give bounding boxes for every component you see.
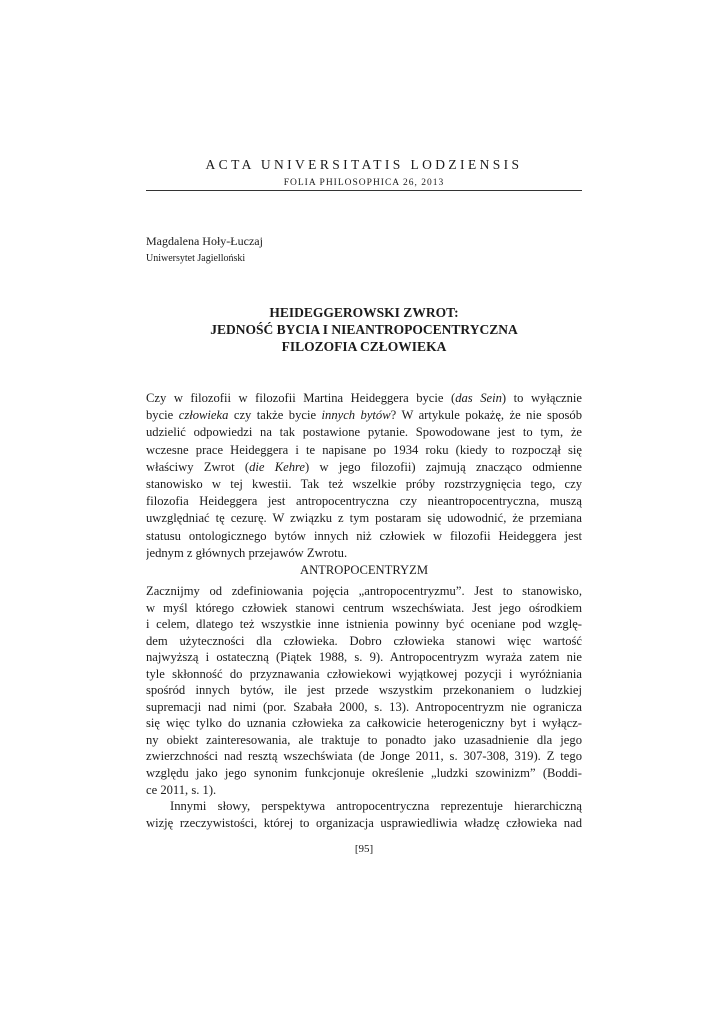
body-line: dem użyteczności dla człowieka. Dobro człowieka stanowi więc wartość: [146, 633, 582, 648]
abstract-line: statusu ontologicznego bytów innych niż człowiek w filozofii Heideggera jest: [146, 528, 582, 543]
body-line: supremacji nad nimi (por. Szabała 2000, s. 13). Antropocentryzm nie ogranicza: [146, 699, 582, 714]
body-line: się więc tylko do uznania człowieka za całkowicie heterogeniczny byt i wyłącz-: [146, 716, 582, 731]
abstract-line: właściwy Zwrot (die Kehre) w jego filozofii) zajmują znacząco odmienne: [146, 459, 582, 474]
emphasis: innych bytów: [321, 408, 391, 423]
abstract-line: Czy w filozofii w filozofii Martina Heideggera bycie (das Sein) to wyłącznie: [146, 391, 582, 405]
body-line: spośród innych bytów, ile jest przede wszystkim przekonaniem o ludzkiej: [146, 683, 582, 698]
body-line: wizję rzeczywistości, której to organizacja usprawiedliwia władzę człowieka nad: [146, 815, 582, 830]
abstract: [146, 390, 582, 562]
abstract-line: uwzględniać tę cezurę. W związku z tym postaram się udowodnić, że przemiana: [146, 511, 582, 526]
body-line: tyle skłonność do przyznawania człowiekowi wyjątkowej pozycji i wyróżniania: [146, 666, 582, 681]
emphasis: człowieka: [178, 408, 229, 423]
abstract-line: jednym z głównych przejawów Zwrotu.: [146, 545, 348, 560]
section-body: [146, 583, 582, 831]
author-affiliation: Uniwersytet Jagielloński: [146, 253, 246, 264]
body-line: względu jako jego synonim funkcjonuje określenie „ludzki szowinizm” (Boddi-: [146, 766, 582, 781]
page-number: [95]: [354, 843, 374, 855]
title-line: FILOZOFIA CZŁOWIEKA: [281, 339, 447, 354]
body-line: w myśl którego człowiek stanowi centrum wszechświata. Jest jego ośrodkiem: [146, 600, 582, 615]
author-name: Magdalena Hoły-Łuczaj: [146, 234, 263, 248]
article-title: [146, 304, 582, 355]
header-rule: [146, 190, 582, 191]
title-line: JEDNOŚĆ BYCIA I NIEANTROPOCENTRYCZNA: [210, 322, 518, 337]
journal-series: FOLIA PHILOSOPHICA 26, 2013: [283, 178, 445, 188]
body-line: zwierzchności nad resztą wszechświata (de Jonge 2011, s. 307-308, 319). Z tego: [146, 749, 582, 764]
body-line: ce 2011, s. 1).: [146, 782, 217, 797]
abstract-line: filozofia Heideggera jest antropocentryczna czy nieantropocentryczna, muszą: [146, 494, 582, 509]
emphasis: die Kehre: [249, 459, 306, 474]
body-line: ny obiekt zainteresowania, ale traktuje to ponadto jako uzasadnienie dla jego: [146, 732, 582, 747]
body-line: najwyższą i ostateczną (Piątek 1988, s. 9). Antropocentryzm wyraża zatem nie: [146, 650, 582, 665]
body-line: Innymi słowy, perspektywa antropocentryczna reprezentuje hierarchiczną: [170, 799, 582, 814]
abstract-line: udzielić odpowiedzi na tak postawione pytanie. Spowodowane jest to tym, że: [146, 425, 582, 440]
title-line: HEIDEGGEROWSKI ZWROT:: [269, 305, 459, 320]
section-heading: ANTROPOCENTRYZM: [299, 563, 429, 577]
emphasis: das Sein: [455, 391, 502, 405]
journal-title: ACTA UNIVERSITATIS LODZIENSIS: [205, 157, 523, 172]
body-line: i celem, dlatego też wszystkie inne istnienia powinny być oceniane pod wzglę-: [146, 617, 582, 632]
body-line: Zacznijmy od zdefiniowania pojęcia „antropocentryzmu”. Jest to stanowisko,: [146, 584, 582, 598]
abstract-line: stanowisko w tej kwestii. Tak też wszelkie próby rozstrzygnięcia tego, czy: [146, 476, 582, 491]
abstract-line: wczesne prace Heideggera i te napisane po 1934 roku (kiedy to rozpoczął się: [146, 442, 582, 457]
abstract-line: bycie człowieka czy także bycie innych bytów? W artykule pokażę, że nie sposób: [146, 408, 582, 423]
